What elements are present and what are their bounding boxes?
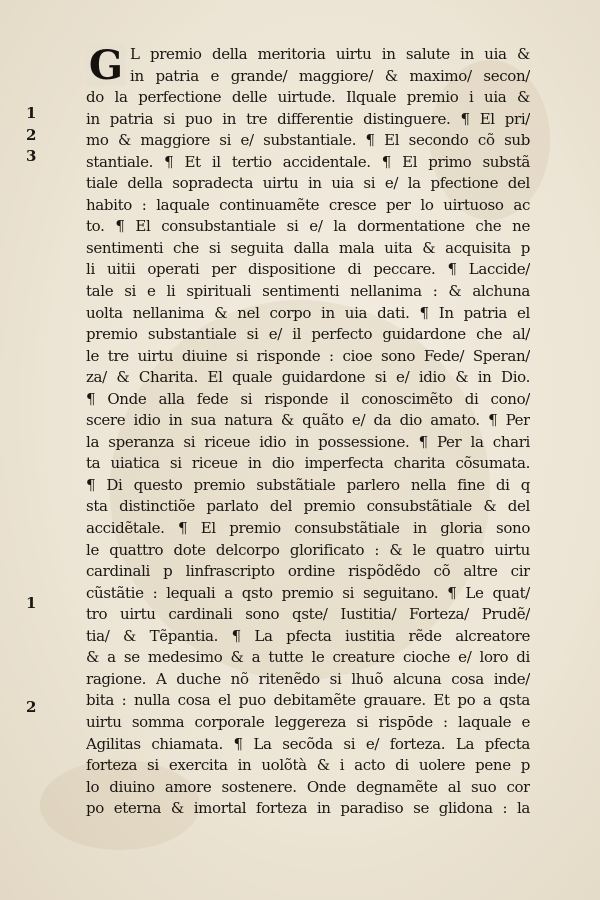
- main-text-block: [86, 41, 530, 820]
- text-line: sta distinctiõe parlato del premio consubstãtiale & del: [86, 497, 530, 516]
- text-line: to. ¶ El consubstantiale si e/ la dormentatione che ne: [86, 217, 530, 236]
- text-line: premio substantiale si e/ il perfecto guidardone che al/: [86, 325, 530, 344]
- text-line: stantiale. ¶ Et il tertio accidentale. ¶ El primo substã: [86, 152, 530, 171]
- text-line: ragione. A duche nõ ritenẽdo si lhuõ alcuna cosa inde/: [86, 669, 530, 688]
- text-line: mo & maggiore si e/ substantiale. ¶ El secondo cõ sub: [86, 131, 530, 150]
- text-line: do la perfectione delle uirtude. Ilquale premio i uia &: [86, 88, 530, 107]
- text-line: za/ & Charita. El quale guidardone si e/ idio & in Dio.: [86, 368, 530, 387]
- text-line: tro uirtu cardinali sono qste/ Iustitia/ Forteza/ Prudẽ/: [86, 605, 530, 624]
- text-line: lo diuino amore sostenere. Onde degnamẽte al suo cor: [86, 777, 530, 796]
- text-line: bita : nulla cosa el puo debitamẽte grauare. Et po a qsta: [86, 691, 530, 710]
- text-line: ta uiatica si riceue in dio imperfecta charita cõsumata.: [86, 454, 530, 473]
- text-line: Agilitas chiamata. ¶ La secõda si e/ forteza. La pfecta: [86, 734, 530, 753]
- drop-cap: G: [88, 41, 124, 89]
- text-line: la speranza si riceue idio in possessione. ¶ Per la chari: [86, 432, 530, 451]
- text-line: le quattro dote delcorpo glorificato : & le quatro uirtu: [86, 540, 530, 559]
- text-line: habito : laquale continuamẽte cresce per lo uirtuoso ac: [86, 195, 530, 214]
- text-line: in patria si puo in tre differentie distinguere. ¶ El pri/: [86, 109, 530, 128]
- margin-note: 1: [26, 594, 37, 612]
- margin-note: 3: [26, 147, 37, 165]
- text-line: & a se medesimo & a tutte le creature cioche e/ loro di: [86, 648, 530, 667]
- margin-note: 2: [26, 698, 37, 716]
- text-line: cardinali p linfrascripto ordine rispõdẽdo cõ altre cir: [86, 562, 530, 581]
- text-line: ¶ Onde alla fede si risponde il conoscimẽto di cono/: [86, 389, 530, 408]
- text-line: L premio della meritoria uirtu in salute in uia &: [130, 45, 530, 63]
- text-line: in patria e grande/ maggiore/ & maximo/ secon/: [130, 66, 530, 85]
- text-line: tale si e li spirituali sentimenti nellanima : & alchuna: [86, 282, 530, 301]
- text-line: li uitii operati per dispositione di peccare. ¶ Laccide/: [86, 260, 530, 279]
- text-line: forteza si exercita in uolõtà & i acto di uolere pene p: [86, 756, 530, 775]
- text-line: uolta nellanima & nel corpo in uia dati. ¶ In patria el: [86, 303, 530, 322]
- text-line: sentimenti che si seguita dalla mala uita & acquisita p: [86, 238, 530, 257]
- text-line: tia/ & Tẽpantia. ¶ La pfecta iustitia rẽde alcreatore: [86, 626, 530, 645]
- text-line: scere idio in sua natura & quãto e/ da dio amato. ¶ Per: [86, 411, 530, 430]
- text-line: uirtu somma corporale leggereza si rispōde : laquale e: [86, 712, 530, 731]
- text-line: tiale della sopradecta uirtu in uia si e/ la pfectione del: [86, 174, 530, 193]
- text-line: le tre uirtu diuine si risponde : cioe sono Fede/ Speran/: [86, 346, 530, 365]
- text-line: po eterna & imortal forteza in paradiso se glidona : la: [86, 799, 530, 818]
- text-line: ¶ Di questo premio substãtiale parlero nella fine di q: [86, 475, 530, 494]
- margin-note: 1: [26, 104, 37, 122]
- margin-note: 2: [26, 126, 37, 144]
- text-line: accidẽtale. ¶ El premio consubstãtiale in gloria sono: [86, 519, 530, 538]
- text-line: cũstãtie : lequali a qsto premio si seguitano. ¶ Le quat/: [86, 583, 530, 602]
